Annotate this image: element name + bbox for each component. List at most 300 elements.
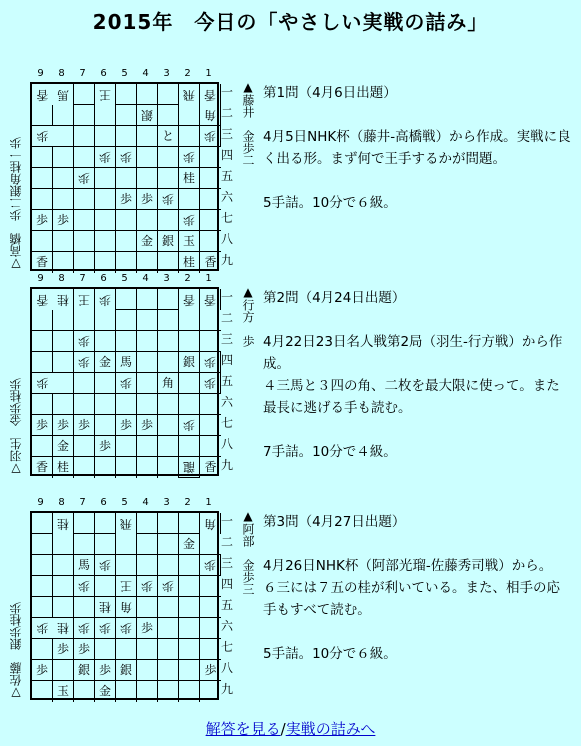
board-square [95,231,116,252]
board-square [200,436,221,457]
board-square [137,210,158,231]
board-square [137,147,158,168]
problem-comment: ６三には７五の桂が利いている。また、相手の応手もすべて読む。 [263,580,560,618]
board-square [137,310,158,331]
board-square [95,415,116,436]
board-piece: 歩 [116,189,137,210]
problem-2 [0,273,581,483]
rank-label: 六 [220,395,233,409]
board-square [158,660,179,681]
board-square [179,639,200,660]
board-square [158,84,179,105]
board-piece: 馬 [116,352,137,373]
board-square [53,394,74,415]
board-square [32,597,53,618]
board-square [116,231,137,252]
board-square [53,534,74,555]
file-labels [30,497,219,509]
board-square [95,534,116,555]
file-label: 7 [79,68,86,79]
board-piece: 桂 [53,513,74,534]
board-piece: 銀 [116,660,137,681]
board-square [32,331,53,352]
rank-label: 四 [220,577,233,591]
rank-label: 一 [220,290,233,304]
board-square [200,534,221,555]
rank-label: 二 [220,535,233,549]
board-piece: 飛 [116,513,137,534]
board-piece: と [158,126,179,147]
board-piece: 歩 [158,189,179,210]
board-square [95,576,116,597]
board-piece: 歩 [95,660,116,681]
link-separator: / [280,720,286,738]
board-piece: 歩 [74,639,95,660]
board-square [158,252,179,273]
board-piece: 歩 [158,576,179,597]
rank-labels [220,511,234,700]
file-label: 2 [184,68,191,79]
sente-hand: ▲行方 歩 [241,285,255,347]
board-square [158,555,179,576]
board-piece: 歩 [32,660,53,681]
board-square [137,436,158,457]
file-label: 8 [58,68,65,79]
board-square [200,210,221,231]
rank-label: 五 [220,374,233,388]
board-square [137,84,158,105]
board-square [179,513,200,534]
rank-label: 九 [220,682,233,696]
board-piece: 歩 [74,352,95,373]
rank-label: 八 [220,437,233,451]
board-square [95,310,116,331]
problem-heading: 第1問（4月6日出題） [263,85,397,101]
board-square [158,618,179,639]
board-square [53,147,74,168]
board-square [74,513,95,534]
file-label: 8 [58,497,65,508]
board-square [179,105,200,126]
rank-label: 八 [220,661,233,675]
board-piece: 桂 [179,168,200,189]
problem-info [263,287,573,463]
board-piece: 歩 [200,126,221,147]
rank-labels [220,287,234,476]
file-label: 6 [100,273,107,284]
rank-label: 五 [220,598,233,612]
file-label: 7 [79,497,86,508]
board-square [32,639,53,660]
rank-label: 四 [220,353,233,367]
board-square [116,252,137,273]
board-square [32,231,53,252]
board-square [53,352,74,373]
board-piece: 歩 [53,639,74,660]
sente-hand: ▲藤井 金歩二 [241,80,255,166]
board-piece: 歩 [179,147,200,168]
board-square [158,457,179,478]
board-square [137,331,158,352]
board-square [95,210,116,231]
board-square [53,105,74,126]
board-piece: 王 [95,84,116,105]
board-square [74,147,95,168]
board-square [116,555,137,576]
problem-1 [0,68,581,278]
board-square [95,252,116,273]
file-labels [30,273,219,285]
board-piece: 歩 [74,415,95,436]
board-square [137,555,158,576]
problem-comment: 4月26日NHK杯（阿部光瑠-佐藤秀司戦）から。 [263,558,553,574]
board-square [179,436,200,457]
board-square [137,513,158,534]
board-square [32,168,53,189]
file-label: 3 [163,497,170,508]
board-square [74,436,95,457]
board-piece: 歩 [200,555,221,576]
board-piece: 歩 [95,289,116,310]
rank-label: 六 [220,190,233,204]
board-square [116,84,137,105]
board-piece: 金 [179,534,200,555]
board-square [95,126,116,147]
board-square [200,618,221,639]
board-square [53,576,74,597]
board-piece: 歩 [32,618,53,639]
board-square [116,310,137,331]
board-square [95,513,116,534]
file-label: 6 [100,68,107,79]
rank-label: 九 [220,458,233,472]
board-square [158,105,179,126]
board-piece: 王 [116,576,137,597]
gote-hand: ▽佐藤 銀歩桂歩 [9,602,23,700]
board-piece: 角 [200,105,221,126]
board-square [158,394,179,415]
board-square [32,576,53,597]
board-piece: 歩 [32,126,53,147]
board-square [32,534,53,555]
board-piece: 銀 [137,105,158,126]
board-piece: 歩 [200,352,221,373]
board-square [74,394,95,415]
board-square [179,373,200,394]
board-piece: 角 [116,597,137,618]
rank-label: 七 [220,211,233,225]
file-label: 2 [184,497,191,508]
rank-label: 二 [220,311,233,325]
board-square [116,436,137,457]
board-square [53,168,74,189]
board-square [158,352,179,373]
problem-comment: 4月22日23日名人戦第2局（羽生-行方戦）から作成。 [263,334,563,372]
board-square [32,352,53,373]
board-square [200,310,221,331]
board-square [53,252,74,273]
rank-label: 九 [220,253,233,267]
board-square [116,639,137,660]
board-square [74,189,95,210]
board-piece: 馬 [53,84,74,105]
footer-links [0,718,581,739]
board-square [137,168,158,189]
board-piece: 桂 [53,289,74,310]
board-piece: 王 [74,289,95,310]
board-piece: 香 [32,457,53,478]
board-square [179,189,200,210]
board-square [179,618,200,639]
board-piece: 香 [204,460,217,474]
board-square [95,373,116,394]
board-piece: 歩 [32,415,53,436]
board-piece: 玉 [53,681,74,702]
board-piece: 歩 [53,415,74,436]
board-piece: 歩 [95,618,116,639]
board-square [158,168,179,189]
board-square [179,126,200,147]
board-square [74,84,95,105]
board-piece: 香 [204,255,217,269]
file-label: 5 [121,497,128,508]
board-square [200,231,221,252]
problem-comment: ４三馬と３四の角、二枚を最大限に使って。また最長に逃げる手も読む。 [263,378,560,416]
board-piece: 歩 [95,555,116,576]
board-piece: 玉 [179,231,200,252]
board-piece: 歩 [53,210,74,231]
board-piece: 桂 [95,597,116,618]
board-square [74,126,95,147]
problem-comment: 7手詰。10分で４級。 [263,444,397,460]
board-square [158,289,179,310]
board-square [116,210,137,231]
board-square [158,513,179,534]
board-square [179,331,200,352]
file-label: 7 [79,273,86,284]
board-piece: 歩 [137,576,158,597]
board-piece: 歩 [74,576,95,597]
board-square [179,310,200,331]
file-label: 5 [121,273,128,284]
board-square [53,555,74,576]
board-square [137,352,158,373]
board-square [137,597,158,618]
file-label: 1 [205,497,212,508]
rank-label: 八 [220,232,233,246]
board-square [137,126,158,147]
board-square [32,513,53,534]
board-square [74,105,95,126]
board-piece: 歩 [116,415,137,436]
board-piece: 歩 [200,373,221,394]
board-square [158,147,179,168]
board-piece: 香 [179,289,200,310]
board-piece: 香 [200,289,221,310]
board-square [137,660,158,681]
board-piece: 香 [36,293,49,307]
board-square [137,289,158,310]
board-square [95,168,116,189]
board-piece: 角 [200,513,221,534]
rank-label: 一 [220,514,233,528]
board-piece: 銀 [179,352,200,373]
board-square [158,331,179,352]
board-piece: 金 [95,352,116,373]
board-square [200,189,221,210]
board-piece: 歩 [95,436,116,457]
board-square [95,457,116,478]
board-square [116,126,137,147]
board-piece: 桂 [53,457,74,478]
rank-label: 三 [220,127,233,141]
board-square [116,394,137,415]
rank-label: 七 [220,640,233,654]
board-square [32,394,53,415]
board-piece: 銀 [74,660,95,681]
sente-hand: ▲阿部 金歩三 [241,509,255,595]
shogi-board [30,287,219,476]
board-square [137,373,158,394]
board-square [116,534,137,555]
board-square [32,681,53,702]
board-square [200,394,221,415]
board-square [179,681,200,702]
board-square [32,555,53,576]
board-piece: 歩 [74,618,95,639]
board-square [116,105,137,126]
board-square [74,457,95,478]
file-label: 6 [100,497,107,508]
problem-info [263,511,573,665]
file-label: 4 [142,497,149,508]
board-square [158,597,179,618]
board-square [200,168,221,189]
rank-label: 六 [220,619,233,633]
board-square [158,415,179,436]
problem-comment: 5手詰。10分で６級。 [263,195,397,211]
board-square [53,331,74,352]
board-piece: 歩 [137,618,158,639]
board-piece: 香 [36,88,49,102]
board-square [200,415,221,436]
problem-comment: 4月5日NHK杯（藤井-高橋戦）から作成。実戦に良く出る形。まず何で王手するかが問題。 [263,129,571,167]
back-link[interactable]: 実戦の詰みへ [285,720,376,738]
board-square [137,639,158,660]
board-square [74,252,95,273]
board-square [74,681,95,702]
file-label: 2 [184,273,191,284]
board-square [137,534,158,555]
file-label: 8 [58,273,65,284]
board-piece: 角 [158,373,179,394]
file-label: 1 [205,273,212,284]
problem-heading: 第2問（4月24日出題） [263,290,406,306]
board-piece: 飛 [179,84,200,105]
file-labels [30,68,219,80]
problem-comment: 5手詰。10分で６級。 [263,646,397,662]
shogi-board [30,511,219,700]
board-square [158,681,179,702]
problem-3 [0,497,581,707]
board-square [116,681,137,702]
rank-labels [220,82,234,271]
board-piece: 馬 [74,555,95,576]
rank-label: 三 [220,556,233,570]
board-square [137,457,158,478]
board-square [53,126,74,147]
board-square [74,373,95,394]
board-piece: 金 [95,681,116,702]
board-square [179,394,200,415]
board-piece: 歩 [32,373,53,394]
board-piece: 歩 [74,331,95,352]
board-square [95,189,116,210]
file-label: 4 [142,273,149,284]
board-square [179,555,200,576]
answer-link[interactable]: 解答を見る [205,720,281,738]
board-piece: 歩 [179,210,200,231]
board-piece: 香 [32,252,53,273]
board-square [137,394,158,415]
rank-label: 二 [220,106,233,120]
board-square [53,660,74,681]
board-square [116,457,137,478]
board-square [116,289,137,310]
board-square [200,639,221,660]
board-square [200,681,221,702]
board-square [53,231,74,252]
board-piece: 歩 [200,660,221,681]
board-piece: 金 [137,231,158,252]
problem-info [263,82,573,214]
board-piece: 歩 [32,210,53,231]
board-piece: 歩 [179,415,200,436]
board-square [158,534,179,555]
board-square [158,310,179,331]
board-square [179,597,200,618]
board-square [32,436,53,457]
board-square [158,210,179,231]
board-square [32,189,53,210]
board-square [200,576,221,597]
board-piece: 歩 [95,147,116,168]
board-square [53,597,74,618]
shogi-board [30,82,219,271]
board-piece: 歩 [116,147,137,168]
file-label: 3 [163,68,170,79]
rank-label: 七 [220,416,233,430]
board-square [53,310,74,331]
rank-label: 五 [220,169,233,183]
board-square [116,331,137,352]
board-square [74,597,95,618]
board-piece: 金 [53,436,74,457]
rank-label: 一 [220,85,233,99]
board-square [53,373,74,394]
board-piece: 歩 [74,168,95,189]
board-square [32,105,53,126]
board-piece: 香 [200,84,221,105]
board-square [116,168,137,189]
board-square [137,681,158,702]
rank-label: 四 [220,148,233,162]
board-square [179,660,200,681]
board-square [200,147,221,168]
board-square [179,576,200,597]
board-square [95,639,116,660]
board-square [74,231,95,252]
